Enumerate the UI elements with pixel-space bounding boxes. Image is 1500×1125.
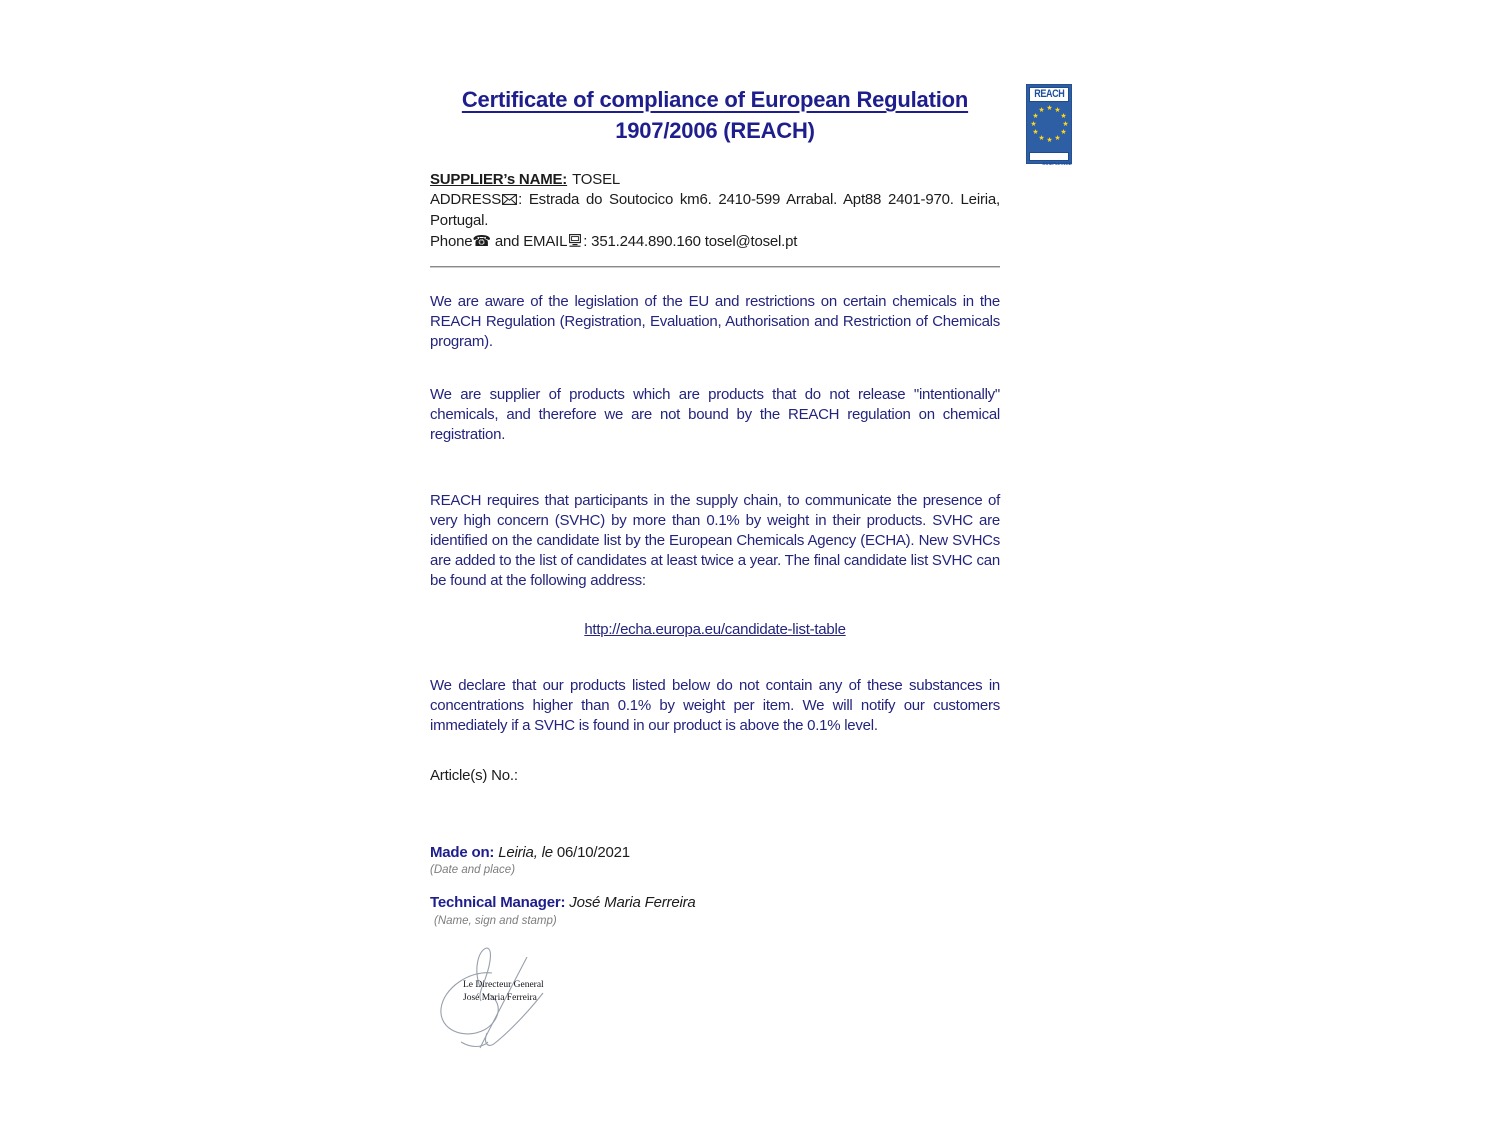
title-line-2: 1907/2006 (REACH) [615, 118, 815, 143]
supplier-block [430, 170, 1000, 253]
section-divider [430, 266, 1000, 268]
technical-manager-line [430, 893, 1000, 913]
supplier-contact-line [430, 231, 1000, 253]
eu-star-icon: ★ [1038, 135, 1045, 142]
address-label: ADDRESS [430, 191, 502, 208]
supplier-name-value: TOSEL [572, 171, 621, 188]
eu-star-icon: ★ [1030, 121, 1037, 128]
supplier-name-line [430, 170, 1000, 190]
computer-icon [568, 233, 582, 253]
eu-star-icon: ★ [1054, 135, 1061, 142]
reach-logo-compliance-label: COMPLIANCE [1029, 152, 1069, 161]
made-on-line [430, 843, 1000, 863]
signature-block [430, 943, 580, 1063]
reach-logo-wordmark: REACH [1029, 87, 1069, 102]
eu-flag-stars [1029, 104, 1069, 150]
signature-title: Le Directeur General [463, 980, 544, 990]
name-sign-stamp-note: (Name, sign and stamp) [434, 915, 557, 927]
email-label: and EMAIL [490, 233, 568, 250]
eu-star-icon: ★ [1060, 113, 1067, 120]
document-title [430, 84, 1000, 146]
paragraph-aware-legislation: We are aware of the legislation of the EU and restrictions on certain chemicals in the REACH Regulation (Registration, Evaluation, Authorisation and Restriction of Chemicals program). [430, 293, 1000, 350]
article-number-line: Article(s) No.: [430, 767, 518, 784]
paragraph-reach-requires: REACH requires that participants in the supply chain, to communicate the presence of very high concern (SVHC) by more than 0.1% by weight in their products. SVHC are identified on the candidate list by the European Chemicals Agency (ECHA). New SVHCs are added to the list of candidates at least twice a year. The final candidate list SVHC can be found at the following address: [430, 492, 1000, 589]
eu-star-icon: ★ [1032, 129, 1039, 136]
made-on-date: 06/10/2021 [556, 844, 630, 861]
eu-star-icon: ★ [1054, 107, 1061, 114]
eu-star-icon: ★ [1032, 113, 1039, 120]
eu-star-icon: ★ [1046, 137, 1053, 144]
envelope-icon [502, 191, 517, 211]
signature-text [463, 979, 544, 1005]
reach-compliance-logo [1026, 84, 1072, 164]
paragraph-supplier-products: We are supplier of products which are products that do not release "intentionally" chemicals, and therefore we are not bound by the REACH regulation on chemical registration. [430, 386, 1000, 443]
phone-icon: ☎ [472, 232, 491, 250]
eu-star-icon: ★ [1046, 105, 1053, 112]
title-line-1: Certificate of compliance of European Regulation [461, 87, 969, 112]
technical-manager-label: Technical Manager: [430, 894, 566, 911]
signature-name: José Maria Ferreira [463, 993, 537, 1003]
eu-star-icon: ★ [1038, 107, 1045, 114]
phone-label: Phone [430, 233, 473, 250]
eu-star-icon: ★ [1062, 121, 1069, 128]
candidate-list-link[interactable]: http://echa.europa.eu/candidate-list-table [584, 621, 846, 638]
eu-star-icon: ★ [1060, 129, 1067, 136]
paragraph-declaration: We declare that our products listed below do not contain any of these substances in concentrations higher than 0.1% by weight per item. We will notify our customers immediately if a SVHC is found in our product is above the 0.1% level. [430, 677, 1000, 734]
supplier-name-label: SUPPLIER’s NAME: [430, 171, 568, 188]
made-on-place: Leiria, le [498, 844, 553, 861]
supplier-address-line [430, 190, 1000, 231]
contact-value: : 351.244.890.160 tosel@tosel.pt [583, 233, 798, 250]
candidate-list-link-line [430, 621, 1000, 638]
technical-manager-name: José Maria Ferreira [569, 894, 696, 911]
date-place-note: (Date and place) [430, 864, 516, 876]
address-value: : Estrada do Soutocico km6. 2410-599 Arrabal. Apt88 2401-970. Leiria, Portugal. [430, 191, 1000, 229]
made-on-label: Made on: [430, 844, 495, 861]
